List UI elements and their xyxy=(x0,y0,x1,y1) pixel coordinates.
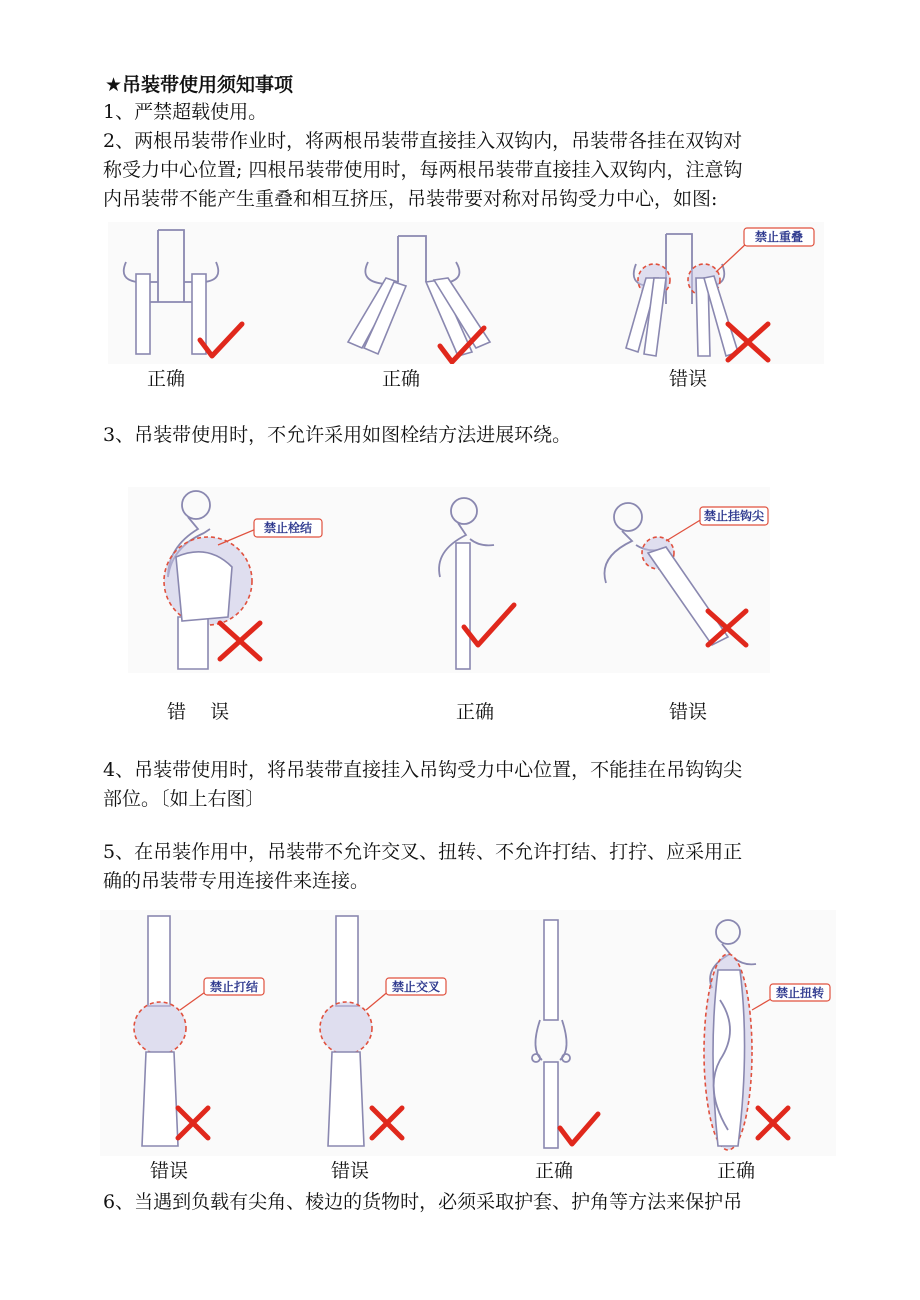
item-6: 6、当遇到负载有尖角、棱边的货物时，必须采取护套、护角等方法来保护吊 xyxy=(103,1191,743,1213)
fig2-caption-3: 错误 xyxy=(669,701,708,723)
item-2-line-1: 2、两根吊装带作业时，将两根吊装带直接挂入双钩内，吊装带各挂在双钩对 xyxy=(103,130,743,152)
cross-zone xyxy=(320,1002,372,1054)
check-mark-icon xyxy=(560,1114,598,1144)
item-4-line-1: 4、吊装带使用时，将吊装带直接挂入吊钩受力中心位置，不能挂在吊钩钩尖 xyxy=(103,759,743,781)
fig3-caption-3: 正确 xyxy=(535,1160,574,1182)
cross-mark-icon xyxy=(758,1108,788,1138)
figure-sling-handling xyxy=(100,910,836,1156)
item-2-line-2: 称受力中心位置; 四根吊装带使用时，每两根吊装带直接挂入双钩内，注意钩 xyxy=(103,159,743,181)
knot-forbidden-tag: 禁止打结 xyxy=(209,980,259,994)
hook-tip-forbidden-tag: 禁止挂钩尖 xyxy=(703,509,765,523)
fig1-caption-3: 错误 xyxy=(669,368,708,390)
hook-wrong-overlap xyxy=(626,228,814,360)
cross-mark-icon xyxy=(372,1108,402,1138)
twist-forbidden-tag: 禁止扭转 xyxy=(775,986,825,1000)
item-3: 3、吊装带使用时，不允许采用如图栓结方法进展环绕。 xyxy=(103,424,572,446)
fig3-caption-4: 正确 xyxy=(717,1160,756,1182)
cross-forbidden-tag: 禁止交叉 xyxy=(391,980,441,994)
item-1: 1、严禁超载使用。 xyxy=(103,101,268,123)
hook-wrong-tip xyxy=(604,503,768,645)
sling-correct-shackle xyxy=(532,920,598,1148)
fig2-caption-1: 错 误 xyxy=(167,701,230,723)
fig1-caption-1: 正确 xyxy=(147,368,186,390)
fig1-caption-2: 正确 xyxy=(382,368,421,390)
cross-mark-icon xyxy=(178,1108,208,1138)
item-2-line-3: 内吊装带不能产生重叠和相互挤压，吊装带要对称对吊钩受力中心，如图: xyxy=(103,188,718,210)
tie-forbidden-tag: 禁止栓结 xyxy=(263,521,313,535)
hook-correct-angled xyxy=(348,236,490,362)
page-heading: ★吊装带使用须知事项 xyxy=(105,74,294,96)
item-4-line-2: 部位。〔如上右图〕 xyxy=(103,788,265,810)
cross-mark-icon xyxy=(220,623,260,659)
sling-correct-twist xyxy=(704,920,830,1150)
check-mark-icon xyxy=(464,605,514,645)
hook-correct-vertical xyxy=(124,230,242,356)
figure-double-hook xyxy=(108,222,824,364)
sling-wrong-cross xyxy=(320,916,446,1146)
hook-correct-center xyxy=(439,498,514,669)
item-5-line-2: 确的吊装带专用连接件来连接。 xyxy=(103,870,370,892)
hook-wrong-tied xyxy=(164,491,322,669)
sling-wrong-knot xyxy=(134,916,264,1146)
fig2-caption-2: 正确 xyxy=(456,701,495,723)
item-5-line-1: 5、在吊装作用中，吊装带不允许交叉、扭转、不允许打结、打拧、应采用正 xyxy=(103,841,743,863)
overlap-forbidden-tag: 禁止重叠 xyxy=(754,230,804,244)
knot-zone xyxy=(134,1002,186,1054)
fig3-caption-1: 错误 xyxy=(150,1160,189,1182)
figure-single-hook xyxy=(128,487,770,673)
fig3-caption-2: 错误 xyxy=(331,1160,370,1182)
